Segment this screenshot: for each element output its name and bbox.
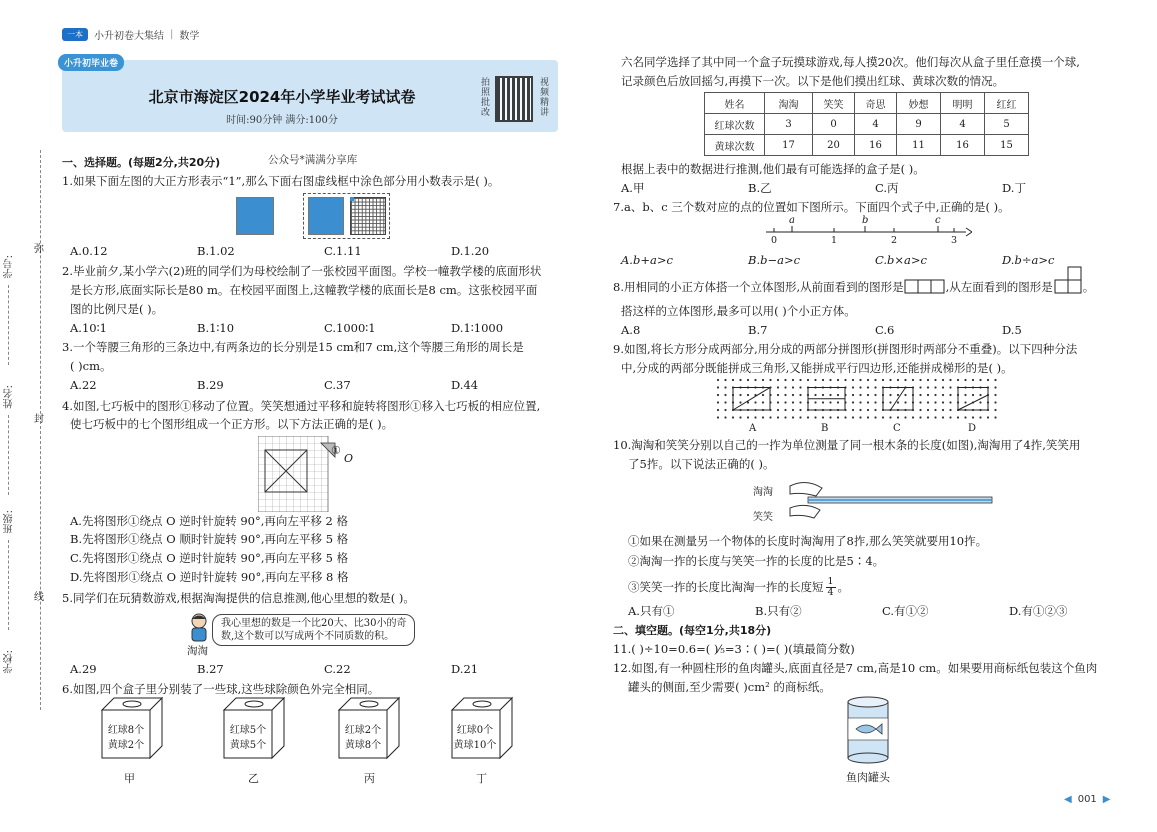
table-cell: 5 bbox=[985, 114, 1029, 135]
table-cell: 16 bbox=[941, 135, 985, 156]
table-row bbox=[705, 114, 1029, 135]
fish-can-icon bbox=[846, 696, 890, 764]
tick-label: 1 bbox=[831, 235, 838, 246]
subject-name: 数学 bbox=[179, 31, 200, 42]
table-cell: 9 bbox=[897, 114, 941, 135]
yellow-count: 黄球5个 bbox=[229, 740, 267, 751]
statement-text: 。 bbox=[837, 580, 850, 594]
q9-dot-grid bbox=[716, 378, 998, 422]
q1-text: 1.如果下面左图的大正方形表示“1”,那么下面右图虚线框中涂色部分用小数表示是( )。 bbox=[62, 174, 500, 188]
school-label: 学校: bbox=[4, 650, 15, 674]
option[interactable]: D.有①②③ bbox=[1009, 604, 1068, 618]
q2-text-line3: 图的比例尺是( )。 bbox=[70, 302, 164, 316]
point-label: a bbox=[789, 215, 795, 226]
red-count: 红球0个 bbox=[456, 725, 494, 736]
option[interactable]: B.只有② bbox=[755, 604, 802, 618]
table-cell: 姓名 bbox=[705, 93, 765, 114]
q9-label[interactable]: B bbox=[821, 423, 829, 434]
page-number: 001 bbox=[1077, 794, 1097, 805]
statement-text: ③笑笑一拃的长度比淘淘一拃的长度短 bbox=[628, 580, 824, 594]
q2-text-line1: 2.毕业前夕,某小学六(2)班的同学们为母校绘制了一张校园平面图。学校一幢教学楼的底面形状 bbox=[62, 264, 542, 278]
q10-statement-2: ②淘淘一拃的长度与笑笑一拃的长度的比是5∶4。 bbox=[628, 554, 885, 568]
tick-label: 2 bbox=[891, 235, 898, 246]
q7-text: 7.a、b、c 三个数对应的点的位置如下图所示。下面四个式子中,正确的是( )。 bbox=[613, 200, 1010, 214]
class-label: 班级: bbox=[4, 510, 15, 534]
q12-text-line2: 罐头的侧面,至少需要( )cm² 的商标纸。 bbox=[628, 680, 831, 694]
q12-text-line1: 12.如图,有一种圆柱形的鱼肉罐头,底面直径是7 cm,高是10 cm。如果要用商标纸包装这个鱼肉 bbox=[613, 661, 1098, 675]
table-cell: 红红 bbox=[985, 93, 1029, 114]
q10-name-xiaoxiao: 笑笑 bbox=[753, 512, 773, 523]
option[interactable]: D.b÷a>c bbox=[1002, 253, 1055, 267]
q4-option-c[interactable]: C.先将图形①绕点 O 逆时针旋转 90°,再向左平移 5 格 bbox=[70, 551, 349, 565]
option[interactable]: C.1.11 bbox=[324, 244, 362, 258]
series-header: 一本 小升初卷大集结 | 数学 bbox=[62, 27, 199, 42]
yellow-count: 黄球8个 bbox=[344, 740, 382, 751]
q8-text-part: 。 bbox=[1082, 279, 1095, 294]
table-cell: 黄球次数 bbox=[705, 135, 765, 156]
q8-options bbox=[621, 322, 1129, 339]
q6-cont-line3: 根据上表中的数据进行推测,他们最有可能选择的盒子是( )。 bbox=[621, 162, 925, 176]
q1-grid-square bbox=[350, 197, 386, 235]
option[interactable]: D.1∶1000 bbox=[451, 321, 504, 335]
option[interactable]: C.22 bbox=[324, 662, 351, 676]
option[interactable]: A.29 bbox=[70, 662, 97, 676]
q4-option-a[interactable]: A.先将图形①绕点 O 逆时针旋转 90°,再向左平移 2 格 bbox=[70, 514, 349, 528]
table-row bbox=[705, 93, 1029, 114]
q8-text-line1 bbox=[613, 278, 1094, 296]
option[interactable]: D.5 bbox=[1002, 323, 1022, 337]
series-logo: 一本 bbox=[62, 28, 88, 41]
q9-label[interactable]: D bbox=[968, 423, 977, 434]
can-caption: 鱼肉罐头 bbox=[846, 771, 890, 784]
box-yi-label: 乙 bbox=[248, 772, 259, 785]
q6-text: 6.如图,四个盒子里分别装了一些球,这些球除颜色外完全相同。 bbox=[62, 682, 380, 696]
fraction bbox=[826, 577, 836, 598]
option[interactable]: A.0.12 bbox=[70, 244, 108, 258]
q10-statement-3 bbox=[628, 577, 849, 598]
q4-option-b[interactable]: B.先将图形①绕点 O 顺时针旋转 90°,再向左平移 5 格 bbox=[70, 532, 349, 546]
qr-code-icon[interactable] bbox=[495, 76, 533, 122]
seal-char: 封 bbox=[34, 414, 44, 425]
q4-text-line1: 4.如图,七巧板中的图形①移动了位置。笑笑想通过平移和旋转将图形①移入七巧板的相应位置, bbox=[62, 399, 541, 413]
q6-options bbox=[621, 180, 1129, 197]
box-ding-contents bbox=[448, 723, 502, 753]
table-cell: 4 bbox=[941, 114, 985, 135]
table-cell: 奇思 bbox=[855, 93, 897, 114]
q3-options bbox=[70, 377, 578, 394]
q6-cont-line2: 记录颜色后放回摇匀,再摸下一次。以下是他们摸出红球、黄球次数的情况。 bbox=[621, 74, 1005, 88]
red-count: 红球5个 bbox=[229, 725, 267, 736]
option[interactable]: A.10∶1 bbox=[70, 321, 107, 335]
table-cell: 笑笑 bbox=[813, 93, 855, 114]
q8-text-part: 8.用相同的小正方体搭一个立体图形,从前面看到的图形是 bbox=[613, 279, 904, 294]
bubble-line: 我心里想的数是一个比20大、比30小的奇 bbox=[221, 618, 407, 629]
table-cell: 20 bbox=[813, 135, 855, 156]
option[interactable]: C.37 bbox=[324, 378, 351, 392]
q2-text-line2: 是长方形,底面实际长是80 m。在校园平面图上,这幢教学楼的底面长是8 cm。这张校园平面 bbox=[70, 283, 538, 297]
table-cell: 淘淘 bbox=[765, 93, 813, 114]
table-row bbox=[705, 135, 1029, 156]
q6-results-table bbox=[704, 92, 1029, 156]
box-yi-contents bbox=[224, 723, 272, 753]
yellow-count: 黄球10个 bbox=[453, 740, 497, 751]
q8-front-view-icon bbox=[904, 279, 946, 295]
table-cell: 0 bbox=[813, 114, 855, 135]
point-label: c bbox=[935, 215, 941, 226]
option[interactable]: A.甲 bbox=[621, 181, 645, 195]
option[interactable]: A.8 bbox=[621, 323, 641, 337]
option[interactable]: C.1000∶1 bbox=[324, 321, 376, 335]
seal-line bbox=[40, 150, 41, 710]
table-cell: 妙想 bbox=[897, 93, 941, 114]
q4-text-line2: 使七巧板中的七个图形组成一个正方形。以下方法正确的是( )。 bbox=[70, 417, 394, 431]
table-cell: 4 bbox=[855, 114, 897, 135]
box-ding-label: 丁 bbox=[476, 772, 487, 785]
q3-text-line2: ( )cm。 bbox=[70, 359, 112, 373]
q1-filled-square bbox=[308, 197, 344, 235]
tick-label: 0 bbox=[771, 235, 778, 246]
tick-label: 3 bbox=[951, 235, 958, 246]
option[interactable]: B.27 bbox=[197, 662, 224, 676]
option[interactable]: B.7 bbox=[748, 323, 768, 337]
option[interactable]: A.只有① bbox=[628, 604, 675, 618]
q10-text-line2: 了5拃。以下说法正确的( )。 bbox=[628, 457, 775, 471]
option[interactable]: C.有①② bbox=[882, 604, 929, 618]
q5-text: 5.同学们在玩猜数游戏,根据淘淘提供的信息推测,他心里想的数是( )。 bbox=[62, 591, 415, 605]
q4-option-d[interactable]: D.先将图形①绕点 O 逆时针旋转 90°,再向左平移 8 格 bbox=[70, 570, 349, 584]
q9-text-line2: 中,分成的两部分既能拼成三角形,又能拼成平行四边形,还能拼成梯形的是( )。 bbox=[621, 361, 1013, 375]
red-count: 红球8个 bbox=[107, 725, 145, 736]
q9-label[interactable]: A bbox=[749, 423, 757, 434]
paper-subtitle: 时间:90分钟 满分:100分 bbox=[226, 115, 338, 126]
q3-text-line1: 3.一个等腰三角形的三条边中,有两条边的长分别是15 cm和7 cm,这个等腰三角形的周长是 bbox=[62, 340, 524, 354]
q1-grid-filled-cell bbox=[350, 197, 354, 201]
table-cell: 明明 bbox=[941, 93, 985, 114]
option[interactable]: C.丙 bbox=[875, 181, 899, 195]
option[interactable]: C.b×a>c bbox=[875, 253, 927, 267]
q10-name-taotao: 淘淘 bbox=[753, 487, 773, 498]
fraction-denominator: 4 bbox=[827, 587, 834, 598]
q8-text-part: ,从左面看到的图形是 bbox=[945, 279, 1053, 294]
qr-left-label: 拍照批改 bbox=[481, 78, 491, 118]
option[interactable]: D.1.20 bbox=[451, 244, 490, 258]
option[interactable]: A.22 bbox=[70, 378, 97, 392]
blank-line bbox=[8, 540, 9, 630]
page-footer bbox=[1064, 794, 1111, 805]
option[interactable]: D.丁 bbox=[1002, 181, 1026, 195]
name-label: 姓名: bbox=[4, 385, 15, 409]
blank-line bbox=[8, 285, 9, 365]
box-bing-label: 丙 bbox=[364, 772, 375, 785]
q4-point-o-label: O bbox=[344, 452, 354, 465]
q4-tangram-grid bbox=[258, 436, 368, 512]
table-cell: 16 bbox=[855, 135, 897, 156]
student-id-label: 学号: bbox=[4, 255, 15, 279]
q5-options bbox=[70, 661, 578, 678]
option[interactable]: B.29 bbox=[197, 378, 224, 392]
option[interactable]: D.21 bbox=[451, 662, 479, 676]
table-cell: 15 bbox=[985, 135, 1029, 156]
option[interactable]: B.b−a>c bbox=[748, 253, 801, 267]
option[interactable]: D.44 bbox=[451, 378, 479, 392]
section-choice-title: 一、选择题。(每题2分,共20分) bbox=[62, 156, 221, 169]
q2-options bbox=[70, 320, 578, 337]
fraction-numerator: 1 bbox=[827, 576, 834, 587]
table-cell: 17 bbox=[765, 135, 813, 156]
box-jia-label: 甲 bbox=[124, 772, 135, 785]
q10-statement-1: ①如果在测量另一个物体的长度时淘淘用了8拃,那么笑笑就要用10拃。 bbox=[628, 534, 988, 548]
box-jia-contents bbox=[102, 723, 150, 753]
seal-char: 弥 bbox=[34, 244, 44, 255]
box-bing-contents bbox=[339, 723, 387, 753]
student-avatar-icon bbox=[186, 612, 212, 642]
prev-page-icon[interactable]: ◀ bbox=[1064, 794, 1072, 805]
table-cell: 3 bbox=[765, 114, 813, 135]
point-label: b bbox=[862, 215, 869, 226]
q6-cont-line1: 六名同学选择了其中同一个盒子玩摸球游戏,每人摸20次。他们每次从盒子里任意摸一个球, bbox=[621, 55, 1080, 69]
bubble-line: 数,这个数可以写成两个不同质数的积。 bbox=[221, 631, 395, 642]
q8-text-line2: 搭这样的立体图形,最多可以用( )个小正方体。 bbox=[621, 304, 856, 318]
q10-options bbox=[628, 603, 1136, 620]
option[interactable]: A.b+a>c bbox=[621, 253, 673, 267]
option[interactable]: B.1.02 bbox=[197, 244, 235, 258]
q10-stick-diagram bbox=[786, 478, 996, 524]
q5-speech-bubble bbox=[212, 614, 415, 646]
option[interactable]: C.6 bbox=[875, 323, 895, 337]
paper-title: 北京市海淀区2024年小学毕业考试试卷 bbox=[148, 88, 416, 106]
q1-options bbox=[70, 243, 578, 260]
series-name: 小升初卷大集结 bbox=[94, 31, 164, 42]
q9-text-line1: 9.如图,将长方形分成两部分,用分成的两部分拼图形(拼图形时两部分不重叠)。以下四种分法 bbox=[613, 342, 1078, 356]
exam-badge: 小升初毕业卷 bbox=[58, 54, 124, 71]
seal-char: 线 bbox=[34, 592, 44, 603]
yellow-count: 黄球2个 bbox=[107, 740, 145, 751]
red-count: 红球2个 bbox=[344, 725, 382, 736]
blank-line bbox=[8, 415, 9, 495]
section-fill-title: 二、填空题。(每空1分,共18分) bbox=[613, 624, 772, 637]
q11-text: 11.( )÷10=0.6=( )⁄₅=3∶( )=( )(填最简分数) bbox=[613, 642, 855, 656]
option[interactable]: B.乙 bbox=[748, 181, 772, 195]
q1-unit-square bbox=[236, 197, 274, 235]
table-cell: 红球次数 bbox=[705, 114, 765, 135]
watermark: 公众号*满满分享库 bbox=[268, 154, 358, 166]
table-cell: 11 bbox=[897, 135, 941, 156]
q10-text-line1: 10.淘淘和笑笑分别以自己的一拃为单位测量了同一根木条的长度(如图),淘淘用了4拃,笑笑用 bbox=[613, 438, 1081, 452]
q5-speaker-name: 淘淘 bbox=[187, 645, 208, 657]
q9-label[interactable]: C bbox=[893, 423, 901, 434]
qr-right-label: 视频精讲 bbox=[540, 78, 550, 118]
next-page-icon[interactable]: ▶ bbox=[1102, 794, 1111, 805]
q8-left-view-icon bbox=[1053, 266, 1083, 296]
option[interactable]: B.1∶10 bbox=[197, 321, 235, 335]
q4-shape-label: ① bbox=[331, 444, 341, 457]
